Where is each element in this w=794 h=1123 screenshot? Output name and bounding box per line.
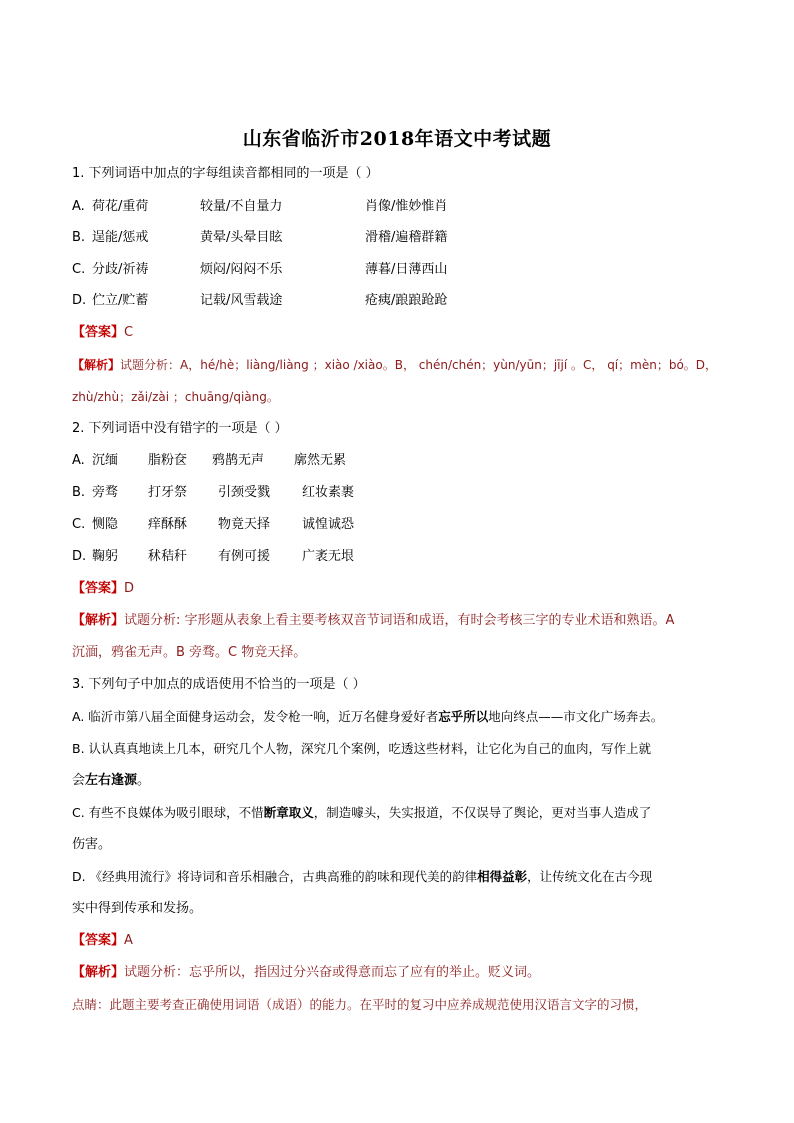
q3-analysis-text: 试题分析：忘乎所以，指因过分兴奋或得意而忘了应有的举止。贬义词。 bbox=[124, 965, 541, 980]
q1-analysis-tag: 【解析】 bbox=[72, 358, 121, 372]
q3-analysis-line1 bbox=[72, 964, 540, 982]
q1-analysis-text: 试题分析：A，hé/hè；liàng/liàng ；xiào /xiào。B， chén/chén；yùn/yūn；jījí 。C， qí；mèn；bó。D， bbox=[120, 358, 718, 372]
q1-b-c2: 黄晕/头晕目眩 bbox=[200, 230, 283, 245]
q1-answer bbox=[72, 324, 133, 342]
q3-b-idiom: 左右逢源 bbox=[85, 773, 138, 788]
q3-d-post: ，让传统文化在古今现 bbox=[527, 869, 653, 884]
q1-a-label: A. bbox=[72, 199, 85, 214]
q3-answer-value: A bbox=[124, 933, 133, 948]
q2-d-c4: 广袤无垠 bbox=[302, 549, 355, 564]
q3-a-idiom: 忘乎所以 bbox=[438, 709, 489, 724]
page-title: 山东省临沂市2018年语文中考试题 bbox=[242, 128, 552, 150]
q1-a-c2: 较量/不自量力 bbox=[200, 199, 283, 214]
q2-c-c1: 恻隐 bbox=[92, 517, 119, 532]
q2-b-c1: 旁骛 bbox=[92, 485, 119, 500]
q3-a-pre: A. 临沂市第八届全面健身运动会，发令枪一响，近万名健身爱好者 bbox=[72, 709, 439, 724]
q3-option-c-line2: 伤害。 bbox=[72, 837, 112, 852]
q1-c-c1: 分歧/祈祷 bbox=[92, 262, 149, 277]
q2-d-label: D. bbox=[72, 549, 87, 564]
q3-option-c-line1 bbox=[72, 804, 651, 822]
q1-a-c1: 荷花/重荷 bbox=[92, 199, 149, 214]
q2-a-c2: 脂粉奁 bbox=[148, 453, 188, 468]
q2-b-c4: 红妆素裹 bbox=[302, 485, 355, 500]
q1-d-c3: 疮痍/踉踉跄跄 bbox=[365, 293, 448, 308]
q3-option-d-line2: 实中得到传承和发扬。 bbox=[72, 901, 203, 916]
q1-c-c3: 薄暮/日薄西山 bbox=[365, 262, 448, 277]
q3-tip-line1: 点睛：此题主要考查正确使用词语（成语）的能力。在平时的复习中应养成规范使用汉语言文字的习惯， bbox=[72, 997, 648, 1012]
q2-stem: 2. 下列词语中没有错字的一项是（ ） bbox=[72, 421, 288, 436]
q2-a-c3: 鸦鹊无声 bbox=[212, 453, 265, 468]
q2-d-c3: 有例可援 bbox=[218, 549, 271, 564]
q1-b-c1: 逞能/惩戒 bbox=[92, 230, 149, 245]
q2-c-c2: 痒酥酥 bbox=[148, 517, 188, 532]
q1-a-c3: 肖像/惟妙惟肖 bbox=[365, 199, 448, 214]
q3-option-a bbox=[72, 708, 663, 726]
q1-d-label: D. bbox=[72, 293, 87, 308]
q1-b-label: B. bbox=[72, 230, 86, 245]
q1-d-c2: 记载/风雪载途 bbox=[200, 293, 283, 308]
q2-answer-value: D bbox=[124, 581, 135, 596]
q3-d-idiom: 相得益彰 bbox=[477, 869, 528, 884]
q3-b-pre: 会 bbox=[72, 773, 86, 788]
q3-d-pre: D. 《经典用流行》将诗词和音乐相融合，古典高雅的韵味和现代美的韵律 bbox=[72, 869, 478, 884]
q2-analysis-line2: 沉湎，鸦雀无声。B 旁骛。C 物竞天择。 bbox=[72, 645, 307, 660]
q2-c-c4: 诚惶诚恐 bbox=[302, 517, 355, 532]
q3-option-d-line1 bbox=[72, 868, 652, 886]
q2-d-c2: 秫秸秆 bbox=[148, 549, 188, 564]
q2-a-label: A. bbox=[72, 453, 85, 468]
q2-answer-tag: 【答案】 bbox=[72, 581, 125, 596]
q2-answer bbox=[72, 580, 134, 598]
q3-answer-tag: 【答案】 bbox=[72, 933, 125, 948]
q1-answer-value: C bbox=[124, 325, 134, 340]
q2-b-c2: 打牙祭 bbox=[148, 485, 188, 500]
q3-analysis-tag: 【解析】 bbox=[72, 965, 125, 980]
q3-answer bbox=[72, 932, 133, 950]
q3-b-post: 。 bbox=[137, 773, 151, 788]
q3-c-pre: C. 有些不良媒体为吸引眼球，不惜 bbox=[72, 805, 264, 820]
q1-analysis-line1 bbox=[72, 356, 717, 374]
q3-c-post: ，制造噱头，失实报道，不仅误导了舆论，更对当事人造成了 bbox=[313, 805, 652, 820]
q1-answer-tag: 【答案】 bbox=[72, 325, 125, 340]
q3-stem: 3. 下列句子中加点的成语使用不恰当的一项是（ ） bbox=[72, 677, 366, 692]
q1-c-c2: 烦闷/闷闷不乐 bbox=[200, 262, 283, 277]
q2-analysis-text: 试题分析: 字形题从表象上看主要考核双音节词语和成语，有时会考核三字的专业术语和熟语。A bbox=[124, 613, 675, 628]
q2-b-c3: 引颈受戮 bbox=[218, 485, 271, 500]
q1-d-c1: 伫立/贮蓄 bbox=[92, 293, 149, 308]
q2-a-c4: 廓然无累 bbox=[294, 453, 347, 468]
q2-a-c1: 沉缅 bbox=[92, 453, 119, 468]
q3-a-post: 地向终点——市文化广场奔去。 bbox=[488, 709, 664, 724]
q1-c-label: C. bbox=[72, 262, 86, 277]
q1-b-c3: 滑稽/遍稽群籍 bbox=[365, 230, 448, 245]
q2-analysis-tag: 【解析】 bbox=[72, 613, 125, 628]
q1-stem: 1. 下列词语中加点的字每组读音都相同的一项是（ ） bbox=[72, 166, 379, 181]
q2-b-label: B. bbox=[72, 485, 86, 500]
q2-analysis-line1 bbox=[72, 612, 674, 630]
q2-c-label: C. bbox=[72, 517, 86, 532]
q3-option-b-line2 bbox=[72, 772, 150, 790]
q3-c-idiom: 断章取义 bbox=[263, 805, 314, 820]
q2-c-c3: 物竟天择 bbox=[218, 517, 271, 532]
q3-option-b-line1: B. 认认真真地读上几本，研究几个人物，深究几个案例，吃透这些材料，让它化为自己的血肉，写作上就 bbox=[72, 741, 652, 756]
q1-analysis-line2: zhù/zhù；zǎi/zài ；chuāng/qiàng。 bbox=[72, 390, 279, 404]
q2-d-c1: 鞠躬 bbox=[92, 549, 119, 564]
